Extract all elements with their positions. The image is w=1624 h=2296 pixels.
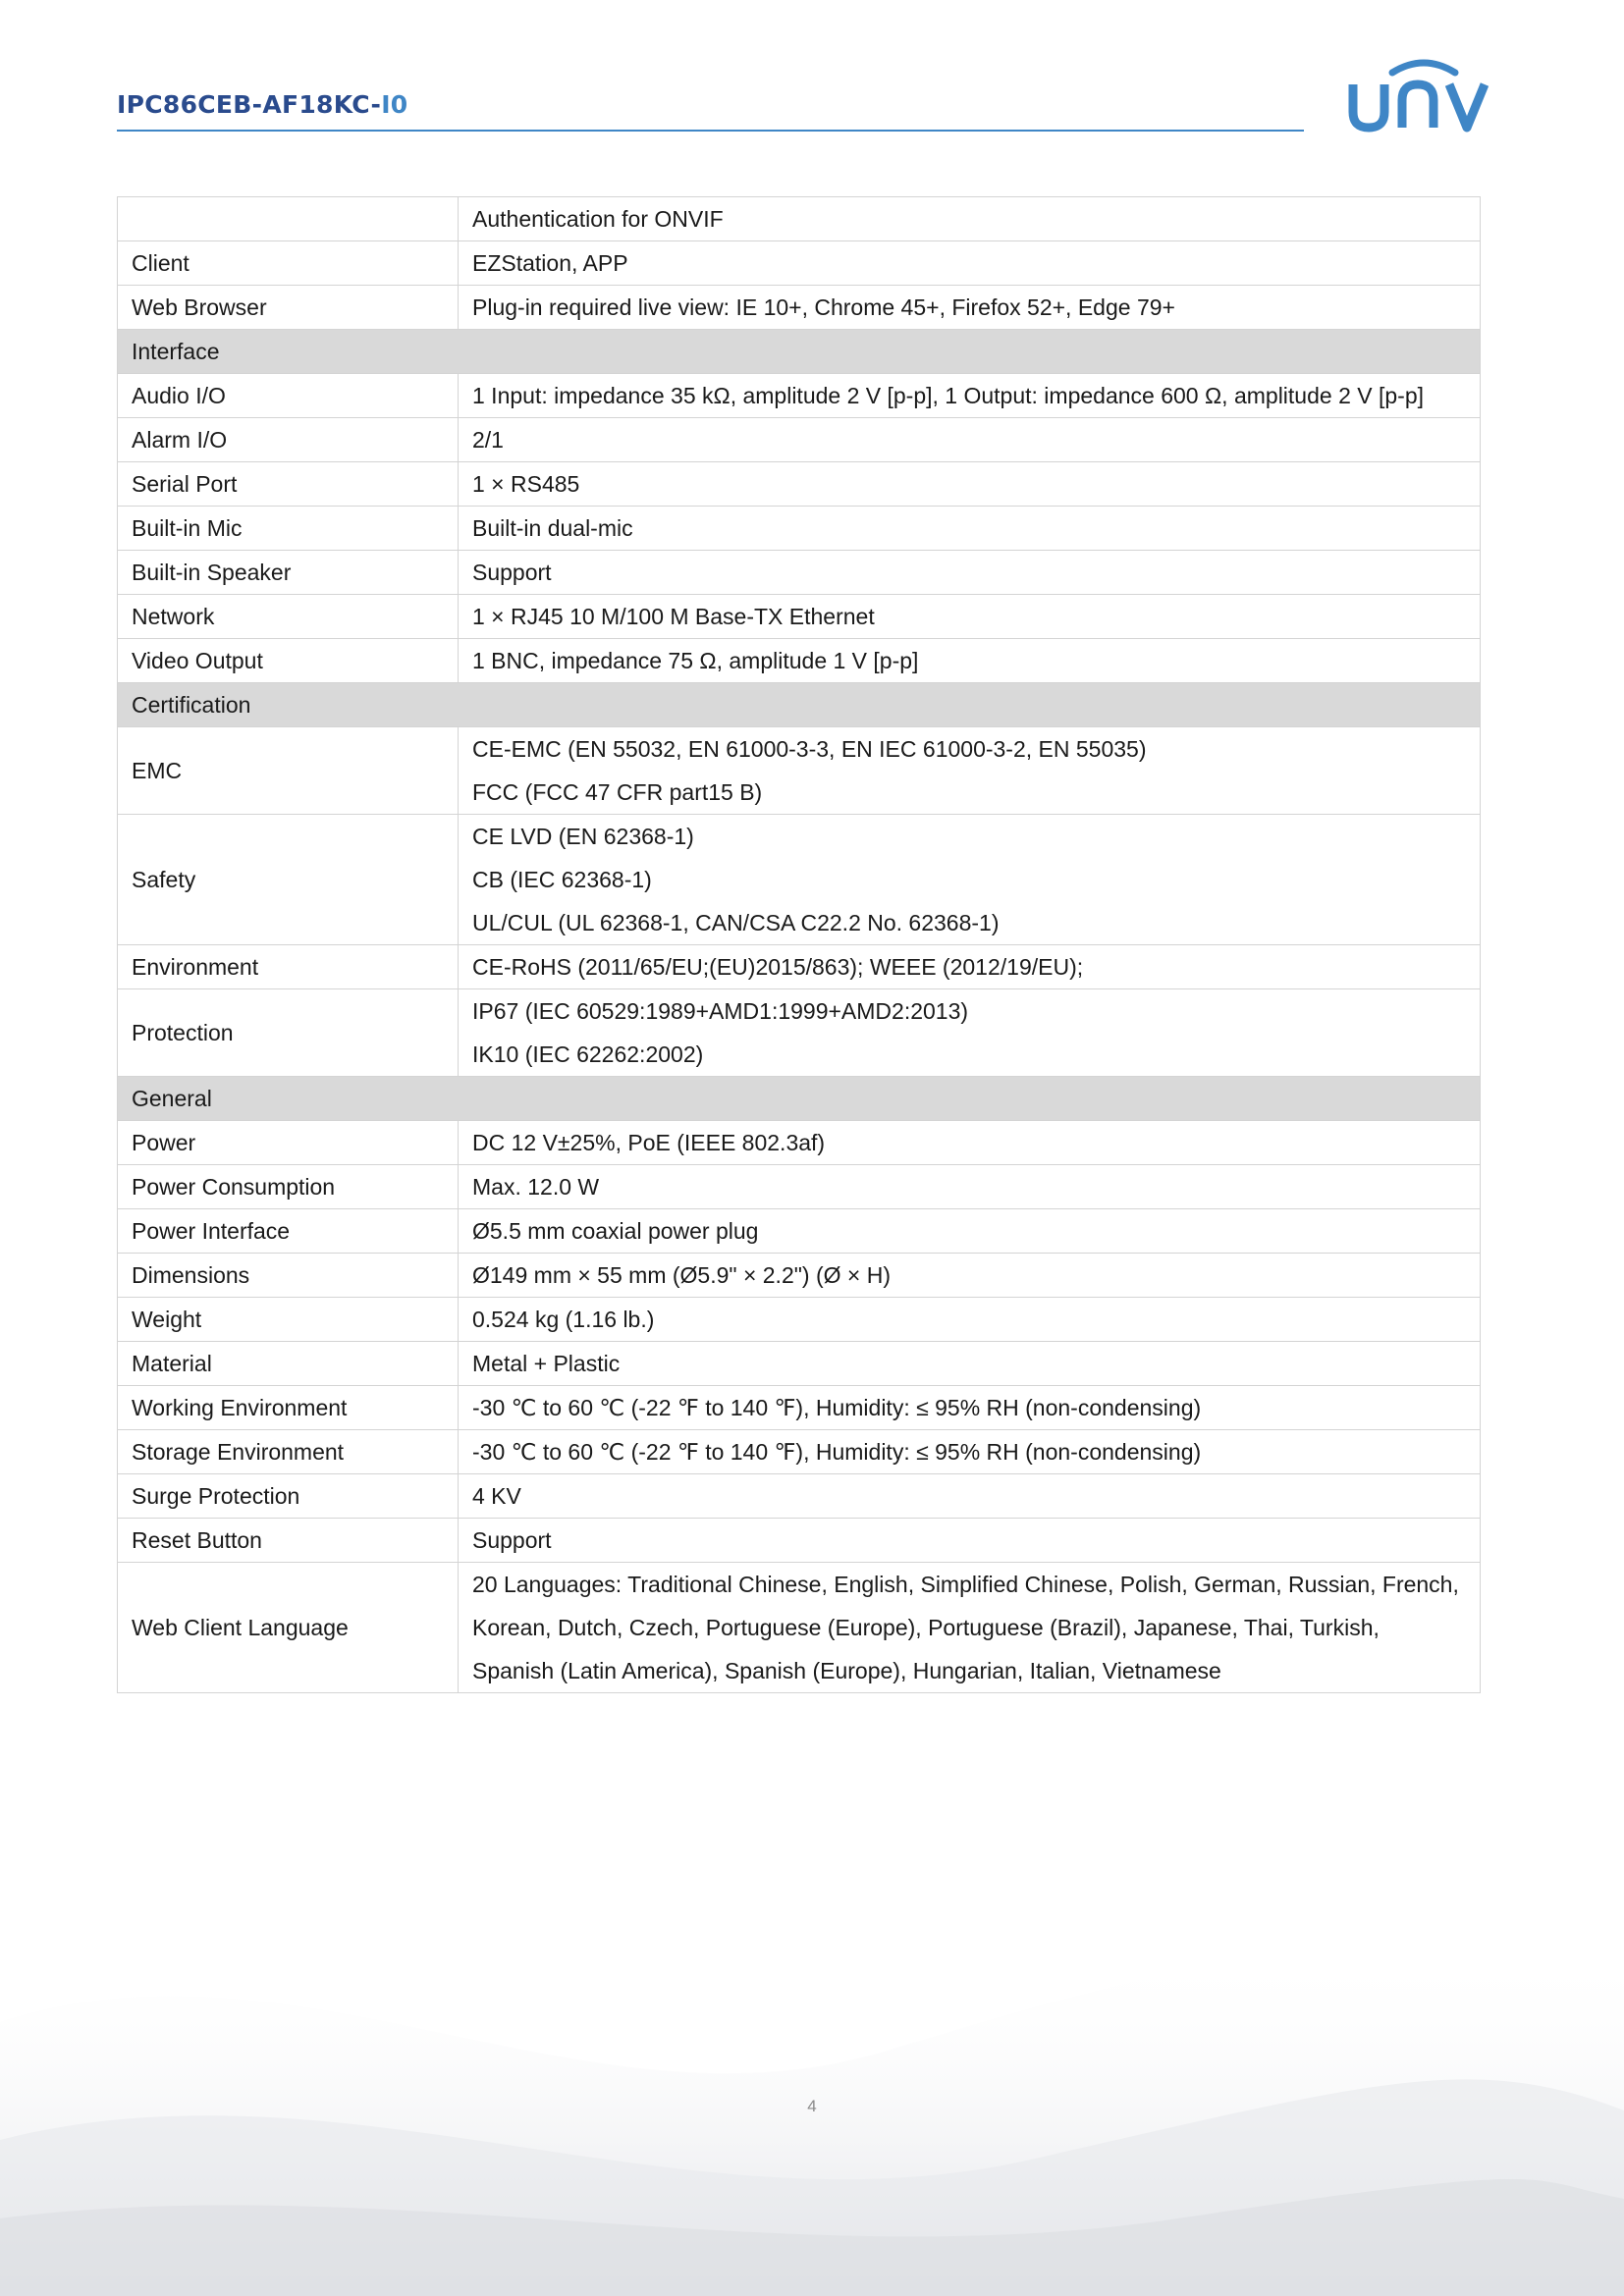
spec-row: [118, 1165, 1481, 1209]
spec-row: [118, 286, 1481, 330]
logo-text-graphic: [1353, 84, 1485, 128]
spec-value: [459, 1386, 1481, 1430]
spec-label: Alarm I/O: [118, 418, 459, 462]
spec-row: [118, 1298, 1481, 1342]
spec-value: [459, 989, 1481, 1077]
spec-value-line: CE-RoHS (2011/65/EU;(EU)2015/863); WEEE (2012/19/EU);: [472, 954, 1084, 980]
spec-value: [459, 595, 1481, 639]
spec-value-line: UL/CUL (UL 62368-1, CAN/CSA C22.2 No. 62368-1): [472, 910, 1000, 935]
section-title: Certification: [118, 683, 1481, 727]
spec-label: Web Browser: [118, 286, 459, 330]
spec-label: Reset Button: [118, 1519, 459, 1563]
spec-value-line: Built-in dual-mic: [472, 515, 633, 541]
spec-row: [118, 1519, 1481, 1563]
spec-value: [459, 945, 1481, 989]
spec-row: [118, 639, 1481, 683]
spec-value: [459, 241, 1481, 286]
spec-value-line: FCC (FCC 47 CFR part15 B): [472, 779, 763, 805]
spec-row: [118, 462, 1481, 507]
spec-row: [118, 1474, 1481, 1519]
spec-row: [118, 1563, 1481, 1693]
spec-label: Working Environment: [118, 1386, 459, 1430]
spec-label: EMC: [118, 727, 459, 815]
model-prefix: IPC86CEB-AF18KC-: [117, 90, 382, 119]
model-suffix: I0: [381, 90, 408, 119]
spec-value: [459, 815, 1481, 945]
spec-table: [117, 196, 1481, 1693]
model-title: [117, 90, 407, 119]
spec-value-line: IK10 (IEC 62262:2002): [472, 1041, 704, 1067]
spec-label: Network: [118, 595, 459, 639]
spec-row: [118, 418, 1481, 462]
spec-label: Video Output: [118, 639, 459, 683]
spec-value-line: 1 × RS485: [472, 471, 580, 497]
spec-value: [459, 1298, 1481, 1342]
spec-row: [118, 1121, 1481, 1165]
spec-row: [118, 1342, 1481, 1386]
spec-row: [118, 1209, 1481, 1254]
spec-label: Dimensions: [118, 1254, 459, 1298]
logo-arc: [1392, 63, 1455, 73]
spec-value-line: Support: [472, 1527, 552, 1553]
spec-value-line: CB (IEC 62368-1): [472, 867, 652, 892]
spec-row: [118, 507, 1481, 551]
unv-logo: [1345, 55, 1502, 137]
spec-value: [459, 1474, 1481, 1519]
spec-value: [459, 374, 1481, 418]
spec-label: Power Consumption: [118, 1165, 459, 1209]
spec-value-line: Ø5.5 mm coaxial power plug: [472, 1218, 759, 1244]
spec-value-line: 2/1: [472, 427, 504, 453]
spec-value: [459, 1563, 1481, 1693]
spec-row: [118, 1386, 1481, 1430]
spec-value-line: 0.524 kg (1.16 lb.): [472, 1307, 655, 1332]
section-header-row: [118, 1077, 1481, 1121]
spec-value-line: 1 BNC, impedance 75 Ω, amplitude 1 V [p-p]: [472, 648, 919, 673]
spec-label: Safety: [118, 815, 459, 945]
spec-row: [118, 989, 1481, 1077]
spec-value-line: CE-EMC (EN 55032, EN 61000-3-3, EN IEC 61000-3-2, EN 55035): [472, 736, 1147, 762]
spec-label: Weight: [118, 1298, 459, 1342]
spec-row: [118, 241, 1481, 286]
spec-label: Environment: [118, 945, 459, 989]
spec-value: [459, 286, 1481, 330]
page-number: 4: [807, 2097, 817, 2115]
spec-value-line: 1 × RJ45 10 M/100 M Base-TX Ethernet: [472, 604, 875, 629]
spec-table-body: [118, 197, 1481, 1693]
spec-value: [459, 551, 1481, 595]
spec-value-line: -30 ℃ to 60 ℃ (-22 ℉ to 140 ℉), Humidity: ≤ 95% RH (non-condensing): [472, 1439, 1202, 1465]
spec-label: Serial Port: [118, 462, 459, 507]
spec-value: [459, 1430, 1481, 1474]
spec-value: [459, 1165, 1481, 1209]
spec-row: [118, 595, 1481, 639]
spec-value-line: Support: [472, 560, 552, 585]
spec-row: [118, 1254, 1481, 1298]
spec-value: [459, 1121, 1481, 1165]
spec-value-line: DC 12 V±25%, PoE (IEEE 802.3af): [472, 1130, 826, 1155]
spec-value-line: Authentication for ONVIF: [472, 206, 724, 232]
spec-value-line: CE LVD (EN 62368-1): [472, 824, 694, 849]
spec-value: [459, 462, 1481, 507]
spec-label: Material: [118, 1342, 459, 1386]
spec-value: [459, 639, 1481, 683]
spec-label: Built-in Mic: [118, 507, 459, 551]
spec-row: [118, 727, 1481, 815]
spec-label: Client: [118, 241, 459, 286]
spec-value-line: Ø149 mm × 55 mm (Ø5.9" × 2.2") (Ø × H): [472, 1262, 891, 1288]
spec-value: [459, 418, 1481, 462]
spec-label: Built-in Speaker: [118, 551, 459, 595]
section-header-row: [118, 330, 1481, 374]
spec-value-line: Plug-in required live view: IE 10+, Chrome 45+, Firefox 52+, Edge 79+: [472, 294, 1175, 320]
spec-label: Surge Protection: [118, 1474, 459, 1519]
spec-label: Storage Environment: [118, 1430, 459, 1474]
spec-row: [118, 374, 1481, 418]
spec-row: [118, 945, 1481, 989]
spec-value: [459, 507, 1481, 551]
spec-row: [118, 815, 1481, 945]
spec-value: [459, 727, 1481, 815]
spec-value-line: 1 Input: impedance 35 kΩ, amplitude 2 V [p-p], 1 Output: impedance 600 Ω, amplitude 2 V [p-p]: [472, 383, 1425, 408]
spec-label: Power: [118, 1121, 459, 1165]
spec-value: [459, 1254, 1481, 1298]
spec-value-line: -30 ℃ to 60 ℃ (-22 ℉ to 140 ℉), Humidity: ≤ 95% RH (non-condensing): [472, 1395, 1202, 1420]
background-wave: [0, 1728, 1624, 2296]
spec-row: [118, 1430, 1481, 1474]
spec-value-line: Max. 12.0 W: [472, 1174, 600, 1200]
spec-row: [118, 197, 1481, 241]
spec-value-line: Korean, Dutch, Czech, Portuguese (Europe), Portuguese (Brazil), Japanese, Thai, Turkish,: [472, 1615, 1380, 1640]
spec-value-line: Metal + Plastic: [472, 1351, 621, 1376]
spec-label: Power Interface: [118, 1209, 459, 1254]
page-header: [117, 90, 1304, 132]
spec-value-line: EZStation, APP: [472, 250, 628, 276]
spec-row: [118, 551, 1481, 595]
spec-value: [459, 1519, 1481, 1563]
spec-label: Protection: [118, 989, 459, 1077]
spec-value: [459, 197, 1481, 241]
spec-label: Audio I/O: [118, 374, 459, 418]
spec-label: [118, 197, 459, 241]
section-title: Interface: [118, 330, 1481, 374]
spec-value-line: 4 KV: [472, 1483, 521, 1509]
section-header-row: [118, 683, 1481, 727]
spec-value: [459, 1209, 1481, 1254]
spec-value-line: Spanish (Latin America), Spanish (Europe), Hungarian, Italian, Vietnamese: [472, 1658, 1221, 1683]
spec-value-line: IP67 (IEC 60529:1989+AMD1:1999+AMD2:2013): [472, 998, 969, 1024]
spec-value-line: 20 Languages: Traditional Chinese, English, Simplified Chinese, Polish, German, Russian, French,: [472, 1572, 1459, 1597]
section-title: General: [118, 1077, 1481, 1121]
spec-label: Web Client Language: [118, 1563, 459, 1693]
spec-value: [459, 1342, 1481, 1386]
